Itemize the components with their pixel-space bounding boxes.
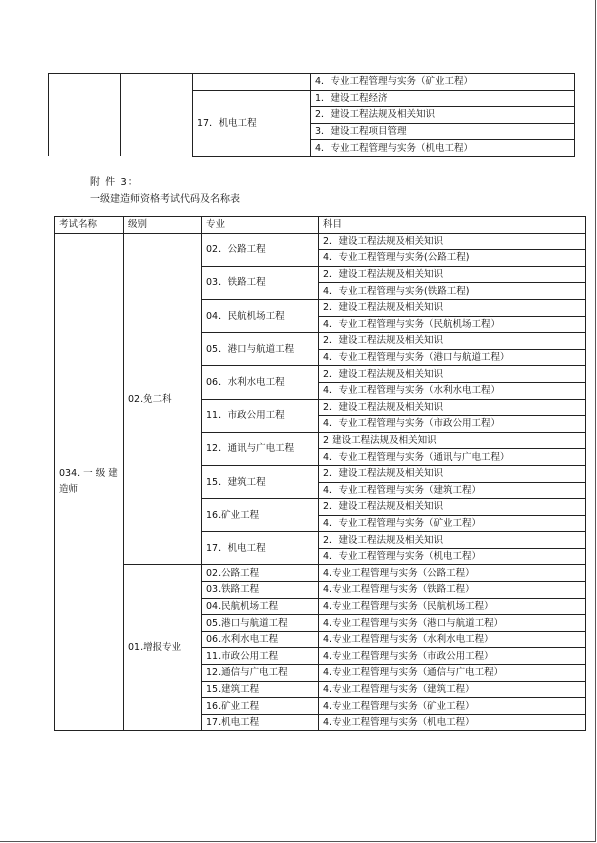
subject-cell: 2．建设工程法规及相关知识: [319, 266, 586, 283]
specialty-cell: 04.民航机场工程: [202, 598, 319, 615]
level-cell: 01.增报专业: [124, 565, 202, 731]
annex-label: 附 件 3：: [90, 177, 139, 188]
continued-table: [48, 73, 575, 157]
level-cell: 02.免二科: [124, 233, 202, 565]
subject-cell: 4.专业工程管理与实务（矿业工程）: [319, 698, 586, 715]
subject-cell: 2．建设工程法规及相关知识: [319, 233, 586, 250]
subject-cell: 4.专业工程管理与实务（建筑工程）: [319, 681, 586, 698]
subject-cell: 4．专业工程管理与实务（水利水电工程）: [319, 382, 586, 399]
specialty-cell: 05.港口与航道工程: [202, 615, 319, 632]
subject-cell: 4．专业工程管理与实务（矿业工程）: [319, 515, 586, 532]
specialty-cell: 11.市政公用工程: [202, 648, 319, 665]
exam-code-table: [54, 216, 586, 731]
subject-cell: 4．专业工程管理与实务（港口与航道工程）: [319, 349, 586, 366]
subject-cell: 2．建设工程法规及相关知识: [319, 465, 586, 482]
subject-cell: 4．专业工程管理与实务（建筑工程）: [319, 482, 586, 499]
specialty-cell: 11．市政公用工程: [202, 399, 319, 432]
specialty-cell: 17．机电工程: [193, 90, 311, 156]
specialty-cell: 12．通讯与广电工程: [202, 432, 319, 465]
subject-cell: 3．建设工程项目管理: [311, 123, 575, 140]
specialty-cell: 03．铁路工程: [202, 266, 319, 299]
specialty-cell: 15.建筑工程: [202, 681, 319, 698]
header-subject: 科目: [319, 217, 586, 234]
subject-cell: 2．建设工程法规及相关知识: [319, 499, 586, 516]
subject-cell: 4．专业工程管理与实务（机电工程）: [319, 548, 586, 565]
table-row: [49, 74, 575, 91]
specialty-cell: 06．水利水电工程: [202, 366, 319, 399]
subject-cell: 4.专业工程管理与实务（铁路工程）: [319, 582, 586, 599]
specialty-cell: 02．公路工程: [202, 233, 319, 266]
subject-cell: 4.专业工程管理与实务（市政公用工程）: [319, 648, 586, 665]
subject-cell: 4.专业工程管理与实务（通信与广电工程）: [319, 665, 586, 682]
subject-cell: 4.专业工程管理与实务（公路工程）: [319, 565, 586, 582]
subject-cell: 4．专业工程管理与实务（民航机场工程）: [319, 316, 586, 333]
subject-cell: 4．专业工程管理与实务（通讯与广电工程）: [319, 449, 586, 466]
subject-cell: 4．专业工程管理与实务（市政公用工程）: [319, 416, 586, 433]
subject-cell: 4．专业工程管理与实务(铁路工程): [319, 283, 586, 300]
empty-cell: [193, 74, 311, 91]
specialty-cell: 16.矿业工程: [202, 698, 319, 715]
table-row: [55, 565, 586, 582]
specialty-cell: 02.公路工程: [202, 565, 319, 582]
subject-cell: 2．建设工程法规及相关知识: [319, 299, 586, 316]
subject-cell: 1．建设工程经济: [311, 90, 575, 107]
specialty-cell: 17．机电工程: [202, 532, 319, 565]
empty-cell: [121, 74, 193, 157]
subject-cell: 4.专业工程管理与实务（机电工程）: [319, 714, 586, 731]
table-row: [55, 233, 586, 250]
subject-cell: 4.专业工程管理与实务（港口与航道工程）: [319, 615, 586, 632]
table-title: 一级建造师资格考试代码及名称表: [90, 194, 240, 205]
header-level: 级别: [124, 217, 202, 234]
subject-cell: 2．建设工程法规及相关知识: [319, 532, 586, 549]
subject-cell: 2．建设工程法规及相关知识: [319, 333, 586, 350]
subject-cell: 4.专业工程管理与实务（水利水电工程）: [319, 631, 586, 648]
subject-cell: 4．专业工程管理与实务（矿业工程）: [311, 74, 575, 91]
exam-name-cell: 034. 一 级 建 造师: [55, 233, 124, 731]
header-row: [55, 217, 586, 234]
subject-cell: 2．建设工程法规及相关知识: [319, 399, 586, 416]
specialty-cell: 15．建筑工程: [202, 465, 319, 498]
specialty-cell: 16.矿业工程: [202, 499, 319, 532]
specialty-cell: 06.水利水电工程: [202, 631, 319, 648]
header-specialty: 专业: [202, 217, 319, 234]
specialty-cell: 03.铁路工程: [202, 582, 319, 599]
specialty-cell: 04．民航机场工程: [202, 299, 319, 332]
subject-cell: 2．建设工程法规及相关知识: [311, 107, 575, 124]
subject-cell: 4．专业工程管理与实务(公路工程): [319, 250, 586, 267]
subject-cell: 2 建设工程法规及相关知识: [319, 432, 586, 449]
subject-cell: 4．专业工程管理与实务（机电工程）: [311, 140, 575, 157]
subject-cell: 4.专业工程管理与实务（民航机场工程）: [319, 598, 586, 615]
empty-cell: [49, 74, 121, 157]
specialty-cell: 05．港口与航道工程: [202, 333, 319, 366]
subject-cell: 2．建设工程法规及相关知识: [319, 366, 586, 383]
specialty-cell: 12.通信与广电工程: [202, 665, 319, 682]
specialty-cell: 17.机电工程: [202, 714, 319, 731]
header-exam-name: 考试名称: [55, 217, 124, 234]
